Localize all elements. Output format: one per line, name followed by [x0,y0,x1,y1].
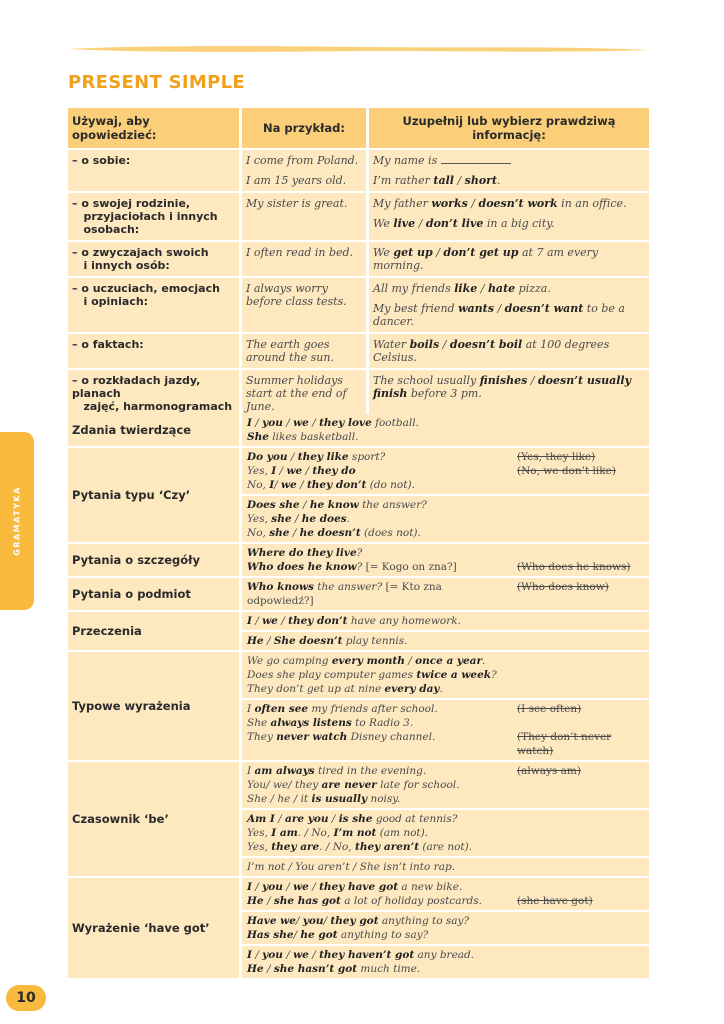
example-cell: Am I / are you / is she good at tennis? Yes, I am. / No, I’m not (am not). Yes, they are. / No, they aren’t (are not). [242,810,513,858]
usage-label: – o rozkładach jazdy, planach zajęć, harmonogramach [68,370,242,432]
fill-line [373,154,645,167]
table-row [68,278,649,334]
header-use: Używaj, aby opowiedzieć: [68,108,242,150]
example-cell [242,334,369,370]
example-cell: I / you / we / they love football. She likes basketball. [242,414,513,448]
example-line: I often read in bed. [246,246,354,259]
wrong-cell [513,544,649,578]
example-cell: We go camping every month / once a year. Does she play computer games twice a week? They don’t get up at nine every day. [242,652,513,700]
page-title: PRESENT SIMPLE [68,72,245,93]
wrong-cell [513,414,649,448]
fill-cell [369,193,649,242]
fill-text: My name is [373,154,441,167]
example-cell: I am always tired in the evening. You/ we/ they are never late for school. She / he / it is usually noisy. [242,762,513,810]
row-label: Pytania o podmiot [68,578,242,612]
usage-label: – o zwyczajach swoich i innych osób: [68,242,242,278]
example-cell: I often see my friends after school. She always listens to Radio 3. They never watch Disney channel. [242,700,513,762]
row-label: Typowe wyrażenia [68,652,242,762]
row-label: Zdania twierdzące [68,414,242,448]
example-cell: I’m not / You aren’t / She isn’t into rap. [242,858,513,878]
example-line: Summer holidays start at the end of June. [246,374,347,413]
page-number-badge [6,985,46,1011]
fill-cell [369,242,649,278]
usage-label: – o uczuciach, emocjach i opiniach: [68,278,242,334]
table-row [68,150,649,193]
wrong-cell [513,946,649,980]
wrong-cell [513,912,649,946]
name-blank-field[interactable] [441,163,511,164]
side-tab-label: GRAMATYKA [12,486,22,556]
example-line: My sister is great. [246,197,348,210]
wrong-example: (They don’t never watch) [517,731,612,757]
wrong-cell [513,878,649,912]
wrong-cell [513,810,649,858]
wrong-cell: (always am) [513,762,649,810]
usage-label: – o sobie: [68,150,242,193]
example-cell: He / She doesn’t play tennis. [242,632,513,652]
example-cell: I / you / we / they haven’t got any bread. He / she hasn’t got much time. [242,946,513,980]
fill-line: I’m rather tall / short. [373,174,501,187]
wrong-cell [513,448,649,496]
example-cell [242,242,369,278]
row-label: Pytania typu ‘Czy’ [68,448,242,544]
usage-table [68,108,649,432]
row-label: Pytania o szczegóły [68,544,242,578]
example-line: I come from Poland. [246,154,359,167]
table-row [68,242,649,278]
fill-line: We get up / don’t get up at 7 am every morning. [373,246,599,272]
example-cell: Does she / he know the answer? Yes, she / he does. No, she / he doesn’t (does not). [242,496,513,544]
usage-label: – o swojej rodzinie, przyjaciołach i innych osobach: [68,193,242,242]
example-line: I am 15 years old. [246,174,347,187]
wrong-cell [513,858,649,878]
example-line: I always worry before class tests. [246,282,347,308]
wrong-cell: (Who does know) [513,578,649,612]
example-cell: Where do they live? Who does he know? [= Kogo on zna?] [242,544,513,578]
header-example: Na przykład: [242,108,369,150]
page-number: 10 [16,990,36,1006]
table-row [68,652,649,700]
example-cell [242,150,369,193]
header-fill: Uzupełnij lub wybierz prawdziwą informację: [369,108,649,150]
table-row [68,612,649,632]
table-row [68,762,649,810]
usage-label: – o faktach: [68,334,242,370]
fill-line: My father works / doesn’t work in an office. [373,197,627,210]
example-cell [242,278,369,334]
fill-line: My best friend wants / doesn’t want to be a dancer. [373,302,625,328]
table-row [68,578,649,612]
fill-line: The school usually finishes / doesn’t usually finish before 3 pm. [373,374,631,400]
row-label: Wyrażenie ‘have got’ [68,878,242,980]
fill-cell [369,278,649,334]
wrong-cell [513,700,649,762]
fill-cell [369,334,649,370]
fill-line: Water boils / doesn’t boil at 100 degrees Celsius. [373,338,610,364]
table-row [68,414,649,448]
fill-line: All my friends like / hate pizza. [373,282,551,295]
wrong-cell [513,496,649,544]
row-label: Czasownik ‘be’ [68,762,242,878]
example-cell [242,193,369,242]
example-line: The earth goes around the sun. [246,338,334,364]
wrong-example: (No, we don’t like) [517,465,616,477]
fill-line: We live / don’t live in a big city. [373,217,555,230]
example-cell: I / you / we / they have got a new bike. He / she has got a lot of holiday postcards. [242,878,513,912]
table-row [68,878,649,912]
fill-cell [369,150,649,193]
example-cell: I / we / they don’t have any homework. [242,612,513,632]
table-row [68,544,649,578]
wrong-example: (Who does he knows) [517,561,631,573]
wrong-cell [513,632,649,652]
wrong-cell [513,612,649,632]
usage-table-header [68,108,649,150]
wrong-example: (Yes, they like) [517,451,596,463]
row-label: Przeczenia [68,612,242,652]
section-side-tab [0,432,34,610]
wrong-cell [513,652,649,700]
example-cell: Do you / they like sport? Yes, I / we / they do No, I/ we / they don’t (do not). [242,448,513,496]
table-row [68,448,649,496]
example-cell: Have we/ you/ they got anything to say? Has she/ he got anything to say? [242,912,513,946]
decorative-brush-stroke [68,44,648,54]
wrong-example: (I see often) [517,703,582,715]
grammar-table [68,414,649,980]
wrong-example: (she have got) [517,895,593,907]
table-row [68,193,649,242]
table-row [68,334,649,370]
example-cell: Who knows the answer? [= Kto zna odpowiedź?] [242,578,513,612]
